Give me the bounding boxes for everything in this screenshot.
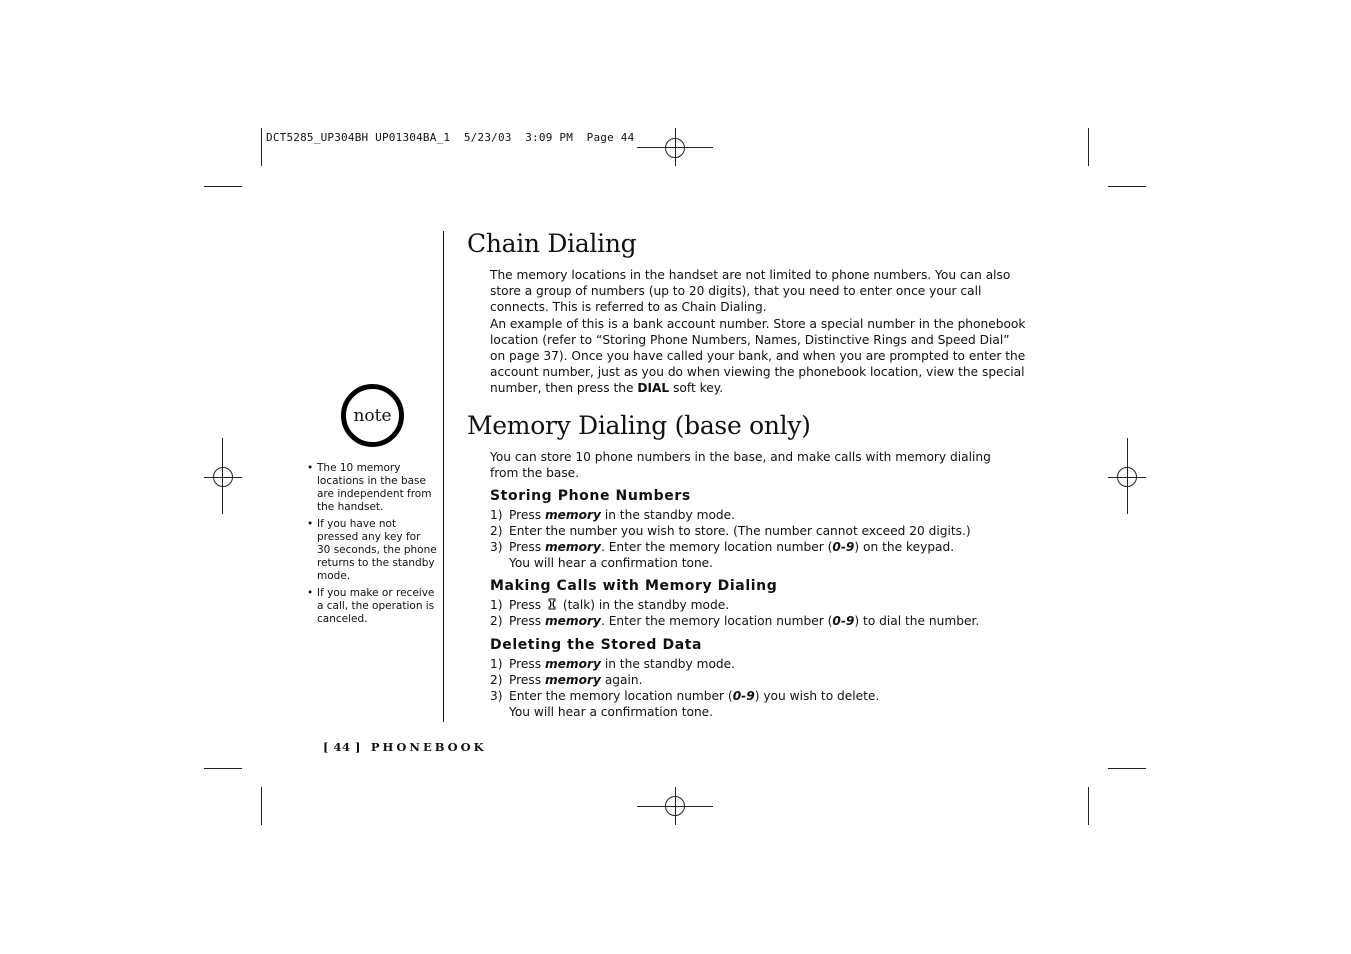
section-name: PHONEBOOK bbox=[370, 740, 487, 754]
crop-mark bbox=[261, 128, 262, 166]
deleting-steps bbox=[490, 656, 1070, 720]
step: 2) Press memory again. bbox=[490, 673, 643, 687]
step: 3) Press memory. Enter the memory location number (0-9) on the keypad. You will hear a confirmation tone. bbox=[490, 540, 955, 570]
note-item: • If you have not pressed any key for 30 seconds, the phone returns to the standby mode. bbox=[307, 518, 437, 583]
print-slug: DCT5285_UP304BH UP01304BA_1 5/23/03 3:09 PM Page 44 bbox=[266, 131, 635, 144]
deleting-heading: Deleting the Stored Data bbox=[490, 637, 703, 653]
registration-line bbox=[675, 128, 676, 166]
registration-line bbox=[1127, 438, 1128, 514]
registration-line bbox=[222, 438, 223, 514]
chain-dialing-body: The memory locations in the handset are not limited to phone numbers. You can also store a group of numbers (up to 20 digits), that you need to enter once your call connects. This is referred to as Chain Dialing. An example of this is a bank account number. Store a special number in the phonebook location (refer to “Storing Phone Numbers, Names, Distinctive Rings and Speed Dial” on page 37). Once you have called your bank, and when you are prompted to enter the account number, just as you do when viewing the phonebook location, view the special number, then press the DIAL soft key. bbox=[490, 268, 1026, 396]
memory-dialing-intro: You can store 10 phone numbers in the base, and make calls with memory dialing from the base. bbox=[490, 450, 991, 481]
page-number: [ 44 ] bbox=[323, 740, 361, 754]
page-footer bbox=[323, 740, 487, 754]
crop-mark bbox=[1108, 768, 1146, 769]
step: 1) Press memory in the standby mode. bbox=[490, 508, 736, 522]
crop-mark bbox=[261, 787, 262, 825]
crop-mark bbox=[1088, 128, 1089, 166]
crop-mark bbox=[1108, 186, 1146, 187]
making-calls-heading: Making Calls with Memory Dialing bbox=[490, 578, 778, 594]
crop-mark bbox=[204, 768, 242, 769]
sidebar-rule bbox=[443, 231, 444, 722]
chain-dialing-heading: Chain Dialing bbox=[467, 229, 637, 258]
note-list bbox=[307, 462, 437, 630]
step: 1) Press memory in the standby mode. bbox=[490, 657, 736, 671]
memory-dialing-heading: Memory Dialing (base only) bbox=[467, 411, 811, 440]
step: 1) Press (talk) in the standby mode. bbox=[490, 598, 730, 612]
step: 2) Enter the number you wish to store. (The number cannot exceed 20 digits.) bbox=[490, 524, 971, 538]
registration-line bbox=[675, 787, 676, 825]
registration-line bbox=[204, 477, 242, 478]
step: 2) Press memory. Enter the memory location number (0-9) to dial the number. bbox=[490, 614, 980, 628]
step: 3) Enter the memory location number (0-9) you wish to delete. You will hear a confirmation tone. bbox=[490, 689, 880, 719]
crop-mark bbox=[1088, 787, 1089, 825]
talk-icon bbox=[547, 598, 557, 610]
note-item: • If you make or receive a call, the operation is canceled. bbox=[307, 587, 437, 626]
making-calls-steps bbox=[490, 597, 1070, 629]
crop-mark bbox=[204, 186, 242, 187]
note-icon: note bbox=[341, 384, 404, 447]
storing-steps bbox=[490, 507, 1070, 571]
note-item: • The 10 memory locations in the base are independent from the handset. bbox=[307, 462, 437, 514]
storing-heading: Storing Phone Numbers bbox=[490, 488, 691, 504]
